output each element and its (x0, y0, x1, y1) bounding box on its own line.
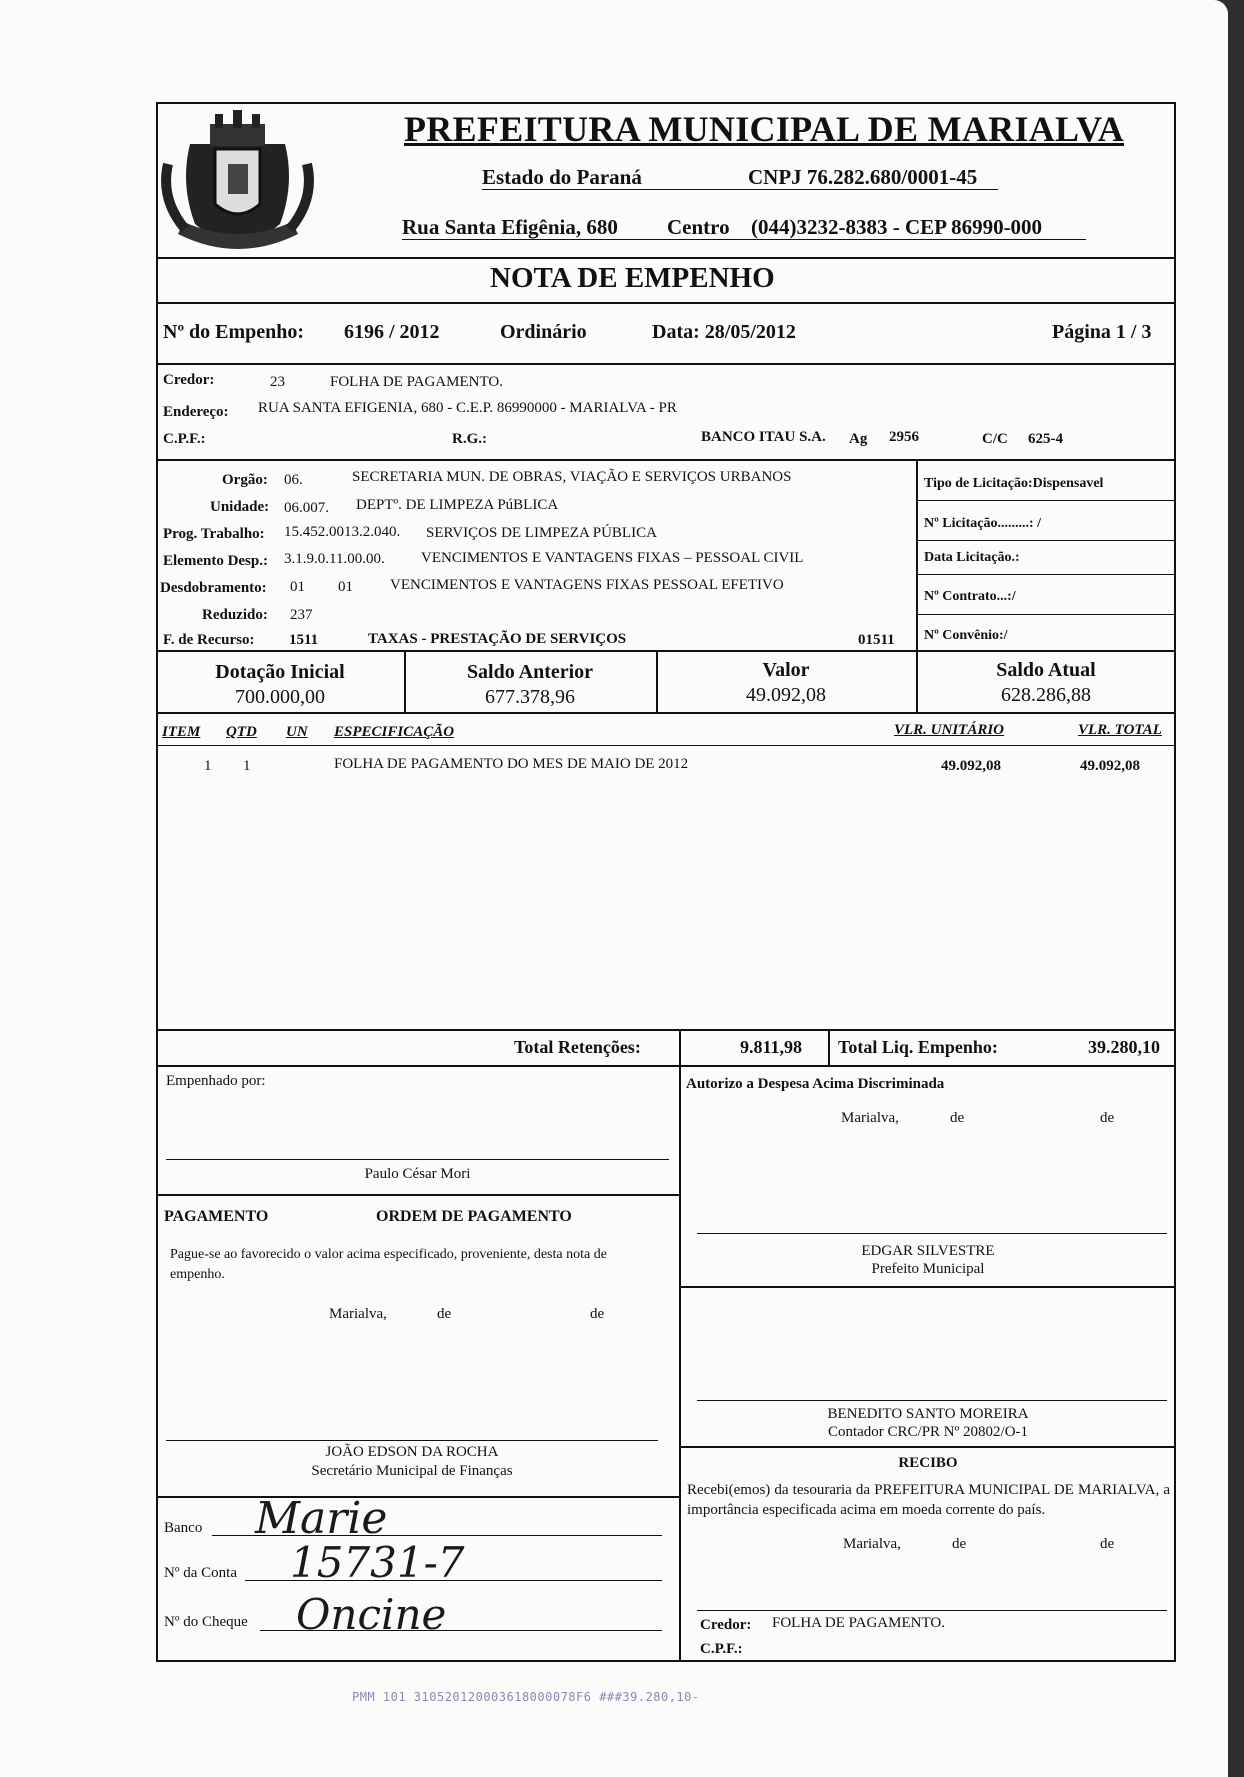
saldo-atual-value: 628.286,88 (1001, 684, 1091, 706)
item-number: 1 (204, 758, 212, 774)
divider (156, 363, 1176, 365)
item-spec: FOLHA DE PAGAMENTO DO MES DE MAIO DE 2012 (334, 756, 689, 772)
valor-value: 49.092,08 (746, 684, 826, 706)
account-number: 625-4 (1028, 431, 1063, 447)
unidade-label: Unidade: (210, 499, 270, 515)
cheque-label: Nº do Cheque (164, 1614, 248, 1630)
column-header-spec: ESPECIFICAÇÃO (334, 724, 455, 740)
cpf-label: C.P.F.: (163, 431, 206, 447)
conta-label: Nº da Conta (164, 1565, 237, 1581)
divider (916, 500, 1176, 501)
reduzido-label: Reduzido: (202, 607, 268, 623)
retencoes-label: Total Retenções: (514, 1037, 641, 1057)
divider (156, 712, 1176, 714)
credor-address: RUA SANTA EFIGENIA, 680 - C.E.P. 86990000 - MARIALVA - PR (258, 400, 677, 416)
saldo-atual-label: Saldo Atual (996, 659, 1096, 681)
credor-label: Credor: (163, 372, 215, 388)
desdobramento-code-1: 01 (290, 579, 305, 595)
liquido-value: 39.280,10 (1088, 1037, 1160, 1057)
recibo-cpf-label: C.P.F.: (700, 1641, 743, 1657)
orgao-code: 06. (284, 472, 303, 488)
licitacao-convenio: Nº Convênio:/ (924, 628, 1008, 643)
secretario-name: JOÃO EDSON DA ROCHA (325, 1444, 499, 1460)
agency-number: 2956 (889, 429, 919, 445)
column-header-total: VLR. TOTAL (1078, 722, 1162, 738)
divider (156, 1496, 680, 1498)
dotacao-label: Dotação Inicial (215, 661, 345, 683)
item-unit-value: 49.092,08 (941, 758, 1001, 774)
page-indicator: Página 1 / 3 (1052, 321, 1152, 343)
divider (916, 460, 918, 650)
dotacao-value: 700.000,00 (235, 686, 325, 708)
elemento-label: Elemento Desp.: (163, 553, 268, 569)
desdobramento-name: VENCIMENTOS E VANTAGENS FIXAS PESSOAL EFETIVO (390, 577, 784, 593)
autorizo-label: Autorizo a Despesa Acima Discriminada (686, 1076, 945, 1092)
agency-label: Ag (849, 431, 868, 447)
signature-line (697, 1610, 1167, 1611)
orgao-name: SECRETARIA MUN. DE OBRAS, VIAÇÃO E SERVIÇOS URBANOS (352, 469, 792, 485)
empenho-type: Ordinário (500, 321, 587, 343)
prefeito-role: Prefeito Municipal (871, 1261, 985, 1277)
column-header-un: UN (286, 724, 308, 740)
state-label: Estado do Paraná (482, 165, 642, 189)
de-label: de (1100, 1536, 1115, 1552)
divider (680, 1286, 1176, 1288)
footer-code: PMM 101 310520120003618000078F6 ###39.280,10- (352, 1690, 700, 1704)
marialva-label: Marialva, (329, 1306, 387, 1322)
phone-cep-label: (044)3232-8383 - CEP 86990-000 (751, 215, 1043, 239)
empenho-number: 6196 / 2012 (344, 321, 440, 343)
prog-name: SERVIÇOS DE LIMPEZA PÚBLICA (426, 525, 657, 541)
column-header-qtd: QTD (226, 724, 257, 740)
recibo-credor-label: Credor: (700, 1617, 752, 1633)
signature-line (166, 1440, 658, 1441)
secretario-role: Secretário Municipal de Finanças (311, 1463, 513, 1479)
contador-role: Contador CRC/PR Nº 20802/O-1 (827, 1424, 1029, 1440)
recurso-code: 1511 (289, 632, 319, 648)
prog-code: 15.452.0013.2.040. (284, 524, 401, 540)
recibo-text: Recebi(emos) da tesouraria da PREFEITURA MUNICIPAL DE MARIALVA, a importância especificada acima em moeda corrente do país. (687, 1482, 1170, 1518)
cnpj-label: CNPJ 76.282.680/0001-45 (748, 165, 978, 189)
recurso-name: TAXAS - PRESTAÇÃO DE SERVIÇOS (368, 631, 627, 647)
elemento-name: VENCIMENTOS E VANTAGENS FIXAS – PESSOAL CIVIL (421, 550, 804, 566)
cheque-handwritten: Oncine (296, 1590, 447, 1639)
retencoes-value: 9.811,98 (740, 1037, 803, 1057)
empenhado-label: Empenhado por: (166, 1073, 266, 1089)
rg-label: R.G.: (452, 431, 487, 447)
divider (679, 1029, 681, 1066)
desdobramento-code-2: 01 (338, 579, 353, 595)
unidade-code: 06.007. (284, 500, 329, 516)
de-label: de (952, 1536, 967, 1552)
banco-handwritten: Marie (255, 1493, 388, 1544)
divider (156, 1065, 1176, 1067)
credor-name: FOLHA DE PAGAMENTO. (330, 374, 503, 390)
liquido-label: Total Liq. Empenho: (838, 1037, 998, 1057)
address-field-label: Endereço: (163, 404, 229, 420)
address-label: Rua Santa Efigênia, 680 (402, 215, 618, 239)
recurso-label: F. de Recurso: (163, 632, 255, 648)
document-title: NOTA DE EMPENHO (490, 262, 775, 294)
bank-name: BANCO ITAU S.A. (701, 429, 826, 445)
divider (156, 459, 1176, 461)
account-label: C/C (982, 431, 1008, 447)
prefeito-name: EDGAR SILVESTRE (861, 1243, 995, 1259)
item-qtd: 1 (243, 758, 251, 774)
pagamento-label: PAGAMENTO (164, 1208, 269, 1225)
empenho-date: Data: 28/05/2012 (652, 321, 796, 343)
divider (156, 1029, 1176, 1031)
conta-handwritten: 15731-7 (290, 1538, 465, 1587)
marialva-label: Marialva, (843, 1536, 901, 1552)
district-label: Centro (667, 215, 730, 239)
recibo-credor-name: FOLHA DE PAGAMENTO. (772, 1615, 945, 1631)
contador-name: BENEDITO SANTO MOREIRA (827, 1406, 1029, 1422)
de-label: de (590, 1306, 605, 1322)
ordem-pagamento-label: ORDEM DE PAGAMENTO (376, 1208, 572, 1225)
licitacao-numero: Nº Licitação.........: / (924, 516, 1041, 531)
recurso-ref: 01511 (858, 632, 895, 648)
saldo-anterior-value: 677.378,96 (485, 686, 575, 708)
empenhado-name: Paulo César Mori (364, 1166, 471, 1182)
divider (916, 574, 1176, 575)
empenho-number-label: Nº do Empenho: (163, 321, 305, 343)
desdobramento-label: Desdobramento: (160, 580, 267, 596)
divider (916, 614, 1176, 615)
elemento-code: 3.1.9.0.11.00.00. (284, 551, 385, 567)
divider (156, 745, 1176, 746)
reduzido-value: 237 (290, 607, 313, 623)
item-total: 49.092,08 (1080, 758, 1140, 774)
column-header-item: ITEM (162, 724, 201, 740)
unidade-name: DEPTº. DE LIMPEZA PúBLICA (356, 497, 559, 513)
divider (828, 1029, 830, 1066)
divider (156, 257, 1176, 259)
marialva-label: Marialva, (841, 1110, 899, 1126)
de-label: de (950, 1110, 965, 1126)
divider (680, 1446, 1176, 1448)
pague-se-text: Pague-se ao favorecido o valor acima especificado, proveniente, desta nota de empenho. (170, 1247, 607, 1282)
divider (156, 1194, 680, 1196)
divider (156, 650, 1176, 652)
licitacao-tipo: Tipo de Licitação:Dispensavel (924, 476, 1104, 491)
orgao-label: Orgão: (222, 472, 268, 488)
page-title: PREFEITURA MUNICIPAL DE MARIALVA (404, 109, 1125, 149)
de-label: de (437, 1306, 452, 1322)
signature-line (697, 1233, 1167, 1234)
saldo-anterior-label: Saldo Anterior (466, 661, 594, 683)
divider (156, 302, 1176, 304)
signature-line (697, 1400, 1167, 1401)
licitacao-data: Data Licitação.: (924, 550, 1020, 565)
signature-line (166, 1159, 669, 1160)
valor-label: Valor (762, 659, 810, 681)
divider (679, 1066, 681, 1662)
de-label: de (1100, 1110, 1115, 1126)
column-header-unit-value: VLR. UNITÁRIO (894, 722, 1005, 738)
prog-label: Prog. Trabalho: (163, 526, 265, 542)
divider (916, 540, 1176, 541)
banco-label: Banco (164, 1520, 203, 1536)
recibo-title: RECIBO (898, 1455, 958, 1471)
licitacao-contrato: Nº Contrato...:/ (924, 589, 1016, 604)
credor-code: 23 (270, 374, 285, 390)
